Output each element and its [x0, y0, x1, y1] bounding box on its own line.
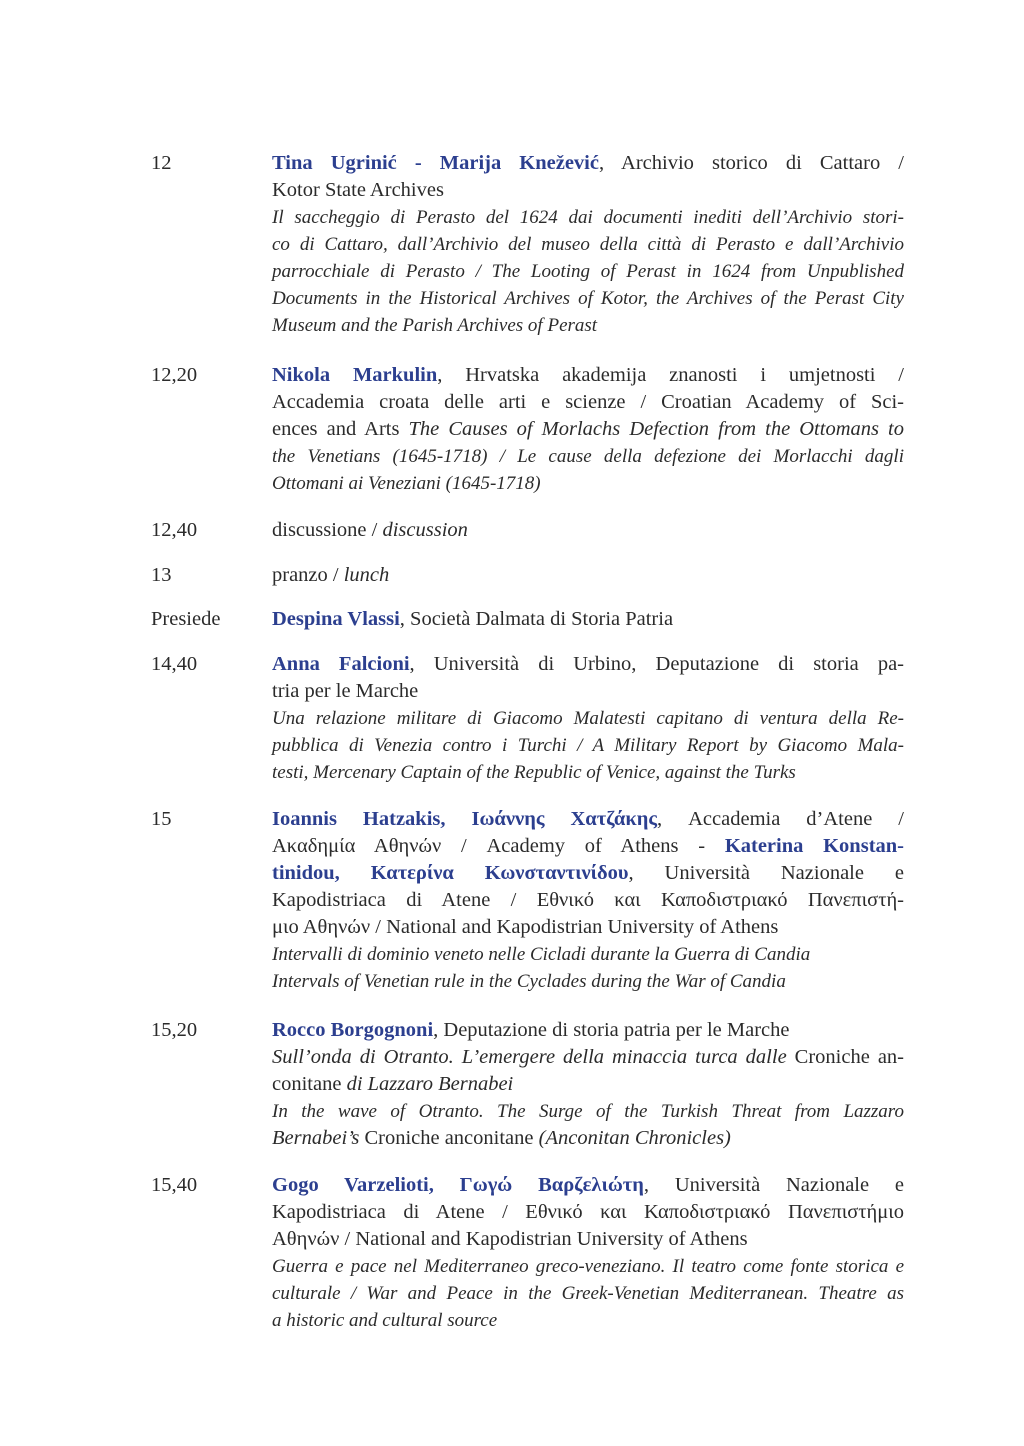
talk-title: (Anconitan Chronicles) — [533, 1127, 731, 1149]
speaker-affiliation: , Hrvatska akademija znanosti i umjetnosti / — [437, 364, 905, 386]
entry-time: 12,20 — [151, 364, 198, 386]
talk-title: Bernabei’s — [272, 1127, 360, 1149]
talk-title: di Lazzaro Bernabei — [341, 1073, 514, 1095]
entry-time: 13 — [151, 564, 172, 586]
mixed-line — [272, 833, 904, 860]
talk-title: testi, Mercenary Captain of the Republic of Venice, against the Turks — [272, 762, 796, 783]
speaker-name: Rocco Borgognoni — [272, 1019, 434, 1041]
speaker-name: Katerina Konstan- — [724, 835, 904, 857]
speaker-affiliation: ences and Arts — [272, 418, 400, 440]
entry-time: 12,40 — [151, 519, 198, 541]
entry-content — [272, 806, 904, 995]
speaker-affiliation: Αθηνών / National and Kapodistrian University of Athens — [272, 1228, 748, 1250]
mixed-line — [272, 1125, 904, 1152]
speaker-affiliation: tria per le Marche — [272, 680, 419, 702]
entry-time: 14,40 — [151, 653, 198, 675]
speaker-name: Nikola Markulin — [272, 364, 438, 386]
speaker-affiliation: , Archivio storico di Cattaro / — [598, 152, 904, 174]
speaker-name: Tina Ugrinić - Marija Knežević — [272, 152, 599, 174]
speaker-affiliation: Kapodistriaca di Atene / Εθνικό και Καποδιστριακό Πανεπιστή- — [272, 889, 904, 911]
speaker-affiliation: Accademia croata delle arti e scienze / Croatian Academy of Sci- — [272, 391, 904, 413]
work-title: Croniche an- — [786, 1046, 904, 1068]
break-label: pranzo — [272, 564, 328, 586]
separator: / — [366, 519, 383, 541]
speaker-name: Gogo Varzelioti, Γωγώ Βαρζελιώτη — [272, 1174, 644, 1196]
talk-title: Museum and the Parish Archives of Perast — [272, 315, 598, 336]
talk-title: Documents in the Historical Archives of Kotor, the Archives of the Perast City — [272, 288, 904, 309]
speaker-affiliation: Kotor State Archives — [272, 179, 444, 201]
break-label: discussione — [272, 519, 367, 541]
talk-title: Intervalli di dominio veneto nelle Cicladi durante la Guerra di Candia — [272, 944, 811, 965]
speaker-name: Anna Falcioni — [272, 653, 410, 675]
separator: / — [327, 564, 344, 586]
entry-time: 15 — [151, 808, 172, 830]
speaker-affiliation: μιο Αθηνών / National and Kapodistrian University of Athens — [272, 916, 779, 938]
entry-content — [272, 1017, 904, 1152]
entry-time: 12 — [151, 152, 172, 174]
work-title: Croniche anconitane — [359, 1127, 534, 1149]
speaker-affiliation: , Accademia d’Atene / — [657, 808, 904, 830]
talk-title: Una relazione militare di Giacomo Malatesti capitano di ventura della Re- — [272, 708, 904, 729]
entry-content — [272, 606, 904, 633]
entry-content — [272, 362, 904, 497]
speaker-affiliation: Ακαδημία Αθηνών / Academy of Athens - — [272, 835, 725, 857]
talk-title: The Causes of Morlachs Defection from the Ottomans to — [408, 418, 905, 440]
entry-content — [272, 517, 904, 544]
entry-header-line — [272, 806, 904, 833]
talk-title: In the wave of Otranto. The Surge of the Turkish Threat from Lazzaro — [272, 1101, 904, 1122]
entry-header-line — [272, 606, 904, 633]
break-line — [272, 562, 904, 589]
talk-title: the Venetians (1645-1718) / Le cause della defezione dei Morlacchi dagli — [272, 446, 904, 467]
talk-title: Ottomani ai Veneziani (1645-1718) — [272, 473, 541, 494]
speaker-affiliation: , Deputazione di storia patria per le Marche — [433, 1019, 790, 1041]
entry-header-line — [272, 362, 904, 389]
talk-title: co di Cattaro, dall’Archivio del museo della città di Perasto e dall’Archivio — [272, 234, 904, 255]
entry-content — [272, 562, 904, 589]
talk-title: culturale / War and Peace in the Greek-Venetian Mediterranean. Theatre as — [272, 1283, 904, 1304]
talk-title: Sull’onda di Otranto. L’emergere della minaccia turca dalle — [272, 1046, 787, 1068]
chair-affiliation: , Società Dalmata di Storia Patria — [399, 608, 674, 630]
talk-title: a historic and cultural source — [272, 1310, 498, 1331]
work-title: conitane — [272, 1073, 342, 1095]
speaker-affiliation: Kapodistriaca di Atene / Εθνικό και Καποδιστριακό Πανεπιστήμιο — [272, 1201, 904, 1223]
mixed-line — [272, 860, 904, 887]
break-line — [272, 517, 904, 544]
talk-title: Guerra e pace nel Mediterraneo greco-veneziano. Il teatro come fonte storica e — [272, 1256, 904, 1277]
entry-time: 15,40 — [151, 1174, 198, 1196]
speaker-affiliation: , Università di Urbino, Deputazione di storia pa- — [409, 653, 904, 675]
speaker-affiliation: , Università Nazionale e — [643, 1174, 904, 1196]
mixed-line — [272, 1044, 904, 1071]
mixed-line — [272, 416, 904, 443]
entry-content — [272, 1172, 904, 1334]
break-label-en: discussion — [382, 519, 468, 541]
talk-title: pubblica di Venezia contro i Turchi / A Military Report by Giacomo Mala- — [272, 735, 904, 756]
entry-header-line — [272, 1017, 904, 1044]
entry-time: 15,20 — [151, 1019, 198, 1041]
talk-title: parrocchiale di Perasto / The Looting of Perast in 1624 from Unpublished — [272, 261, 904, 282]
entry-time: Presiede — [151, 608, 221, 630]
entry-header-line — [272, 150, 904, 177]
entry-content — [272, 651, 904, 786]
mixed-line — [272, 1071, 904, 1098]
speaker-affiliation: , Università Nazionale e — [628, 862, 904, 884]
speaker-name: tinidou, Κατερίνα Κωνσταντινίδου — [272, 862, 629, 884]
entry-header-line — [272, 651, 904, 678]
entry-content — [272, 150, 904, 339]
entry-header-line — [272, 1172, 904, 1199]
chair-name: Despina Vlassi — [272, 608, 400, 630]
talk-title: Il saccheggio di Perasto del 1624 dai documenti inediti dell’Archivio stori- — [272, 207, 904, 228]
break-label-en: lunch — [343, 564, 390, 586]
speaker-name: Ioannis Hatzakis, Ιωάννης Χατζάκης — [272, 808, 658, 830]
talk-title: Intervals of Venetian rule in the Cyclades during the War of Candia — [272, 971, 786, 992]
